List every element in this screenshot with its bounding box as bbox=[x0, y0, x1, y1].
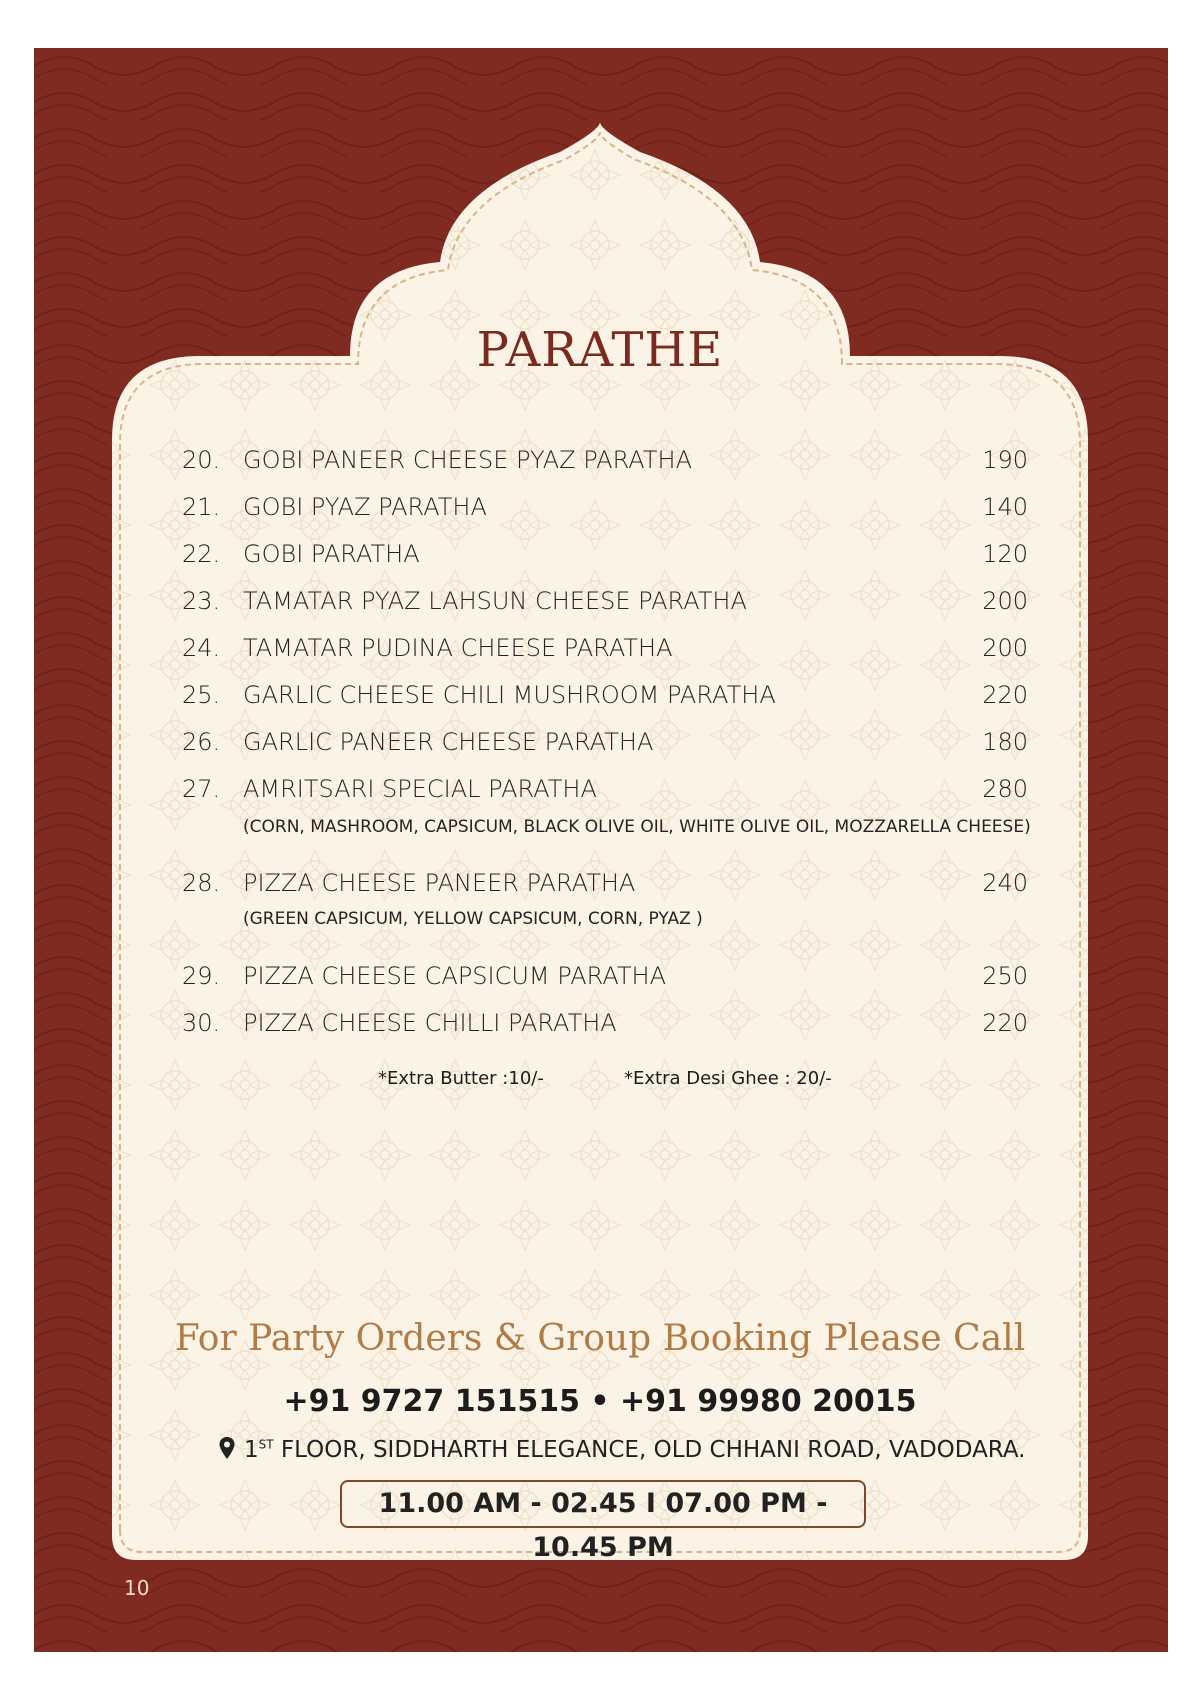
item-price: 250 bbox=[982, 962, 1028, 990]
address-floor-number: 1 bbox=[244, 1437, 259, 1463]
item-price: 220 bbox=[982, 1009, 1028, 1037]
item-name: AMRITSARI SPECIAL PARATHA bbox=[243, 775, 597, 803]
menu-item bbox=[182, 446, 1028, 486]
item-price: 220 bbox=[982, 681, 1028, 709]
item-number: 23. bbox=[182, 587, 221, 615]
address bbox=[218, 1436, 1026, 1463]
item-name: TAMATAR PUDINA CHEESE PARATHA bbox=[243, 634, 673, 662]
item-name: GARLIC CHEESE CHILI MUSHROOM PARATHA bbox=[243, 681, 776, 709]
opening-hours: 11.00 AM - 02.45 I 07.00 PM - 10.45 PM bbox=[340, 1480, 866, 1528]
item-number: 21. bbox=[182, 493, 221, 521]
item-name: PIZZA CHEESE CHILLI PARATHA bbox=[243, 1009, 617, 1037]
menu-item bbox=[182, 962, 1028, 1002]
item-price: 140 bbox=[982, 493, 1028, 521]
item-name: PIZZA CHEESE CAPSICUM PARATHA bbox=[243, 962, 666, 990]
menu-item bbox=[182, 1009, 1028, 1049]
item-name: GOBI PYAZ PARATHA bbox=[243, 493, 487, 521]
page-title: PARATHE bbox=[476, 322, 724, 378]
item-price: 280 bbox=[982, 775, 1028, 803]
menu-item bbox=[182, 775, 1028, 815]
item-name: GOBI PANEER CHEESE PYAZ PARATHA bbox=[243, 446, 692, 474]
menu-item bbox=[182, 634, 1028, 674]
item-price: 240 bbox=[982, 869, 1028, 897]
item-number: 25. bbox=[182, 681, 221, 709]
menu-item bbox=[182, 540, 1028, 580]
menu-item bbox=[182, 681, 1028, 721]
item-number: 30. bbox=[182, 1009, 221, 1037]
item-price: 120 bbox=[982, 540, 1028, 568]
item-price: 200 bbox=[982, 634, 1028, 662]
item-description: (GREEN CAPSICUM, YELLOW CAPSICUM, CORN, PYAZ ) bbox=[243, 909, 703, 929]
item-number: 28. bbox=[182, 869, 221, 897]
page-number: 10 bbox=[124, 1576, 150, 1600]
menu-item bbox=[182, 493, 1028, 533]
item-name: GOBI PARATHA bbox=[243, 540, 420, 568]
item-price: 200 bbox=[982, 587, 1028, 615]
menu-item bbox=[182, 728, 1028, 768]
menu-item bbox=[182, 587, 1028, 627]
item-name: TAMATAR PYAZ LAHSUN CHEESE PARATHA bbox=[243, 587, 747, 615]
party-orders-heading: For Party Orders & Group Booking Please Call bbox=[174, 1318, 1026, 1359]
item-name: GARLIC PANEER CHEESE PARATHA bbox=[243, 728, 654, 756]
item-number: 24. bbox=[182, 634, 221, 662]
menu-item bbox=[182, 869, 1028, 909]
item-description: (CORN, MASHROOM, CAPSICUM, BLACK OLIVE OIL, WHITE OLIVE OIL, MOZZARELLA CHEESE) bbox=[243, 817, 1031, 837]
address-floor-suffix: ST bbox=[258, 1437, 274, 1452]
extra-butter-note: *Extra Butter :10/- bbox=[378, 1068, 544, 1089]
item-price: 180 bbox=[982, 728, 1028, 756]
extra-ghee-note: *Extra Desi Ghee : 20/- bbox=[624, 1068, 832, 1089]
item-number: 22. bbox=[182, 540, 221, 568]
item-name: PIZZA CHEESE PANEER PARATHA bbox=[243, 869, 636, 897]
item-price: 190 bbox=[982, 446, 1028, 474]
address-text: FLOOR, SIDDHARTH ELEGANCE, OLD CHHANI ROAD, VADODARA. bbox=[273, 1437, 1026, 1463]
item-number: 20. bbox=[182, 446, 221, 474]
location-pin-icon bbox=[218, 1436, 236, 1460]
item-number: 26. bbox=[182, 728, 221, 756]
item-number: 29. bbox=[182, 962, 221, 990]
item-number: 27. bbox=[182, 775, 221, 803]
phone-numbers[interactable]: +91 9727 151515 • +91 99980 20015 bbox=[283, 1384, 917, 1419]
